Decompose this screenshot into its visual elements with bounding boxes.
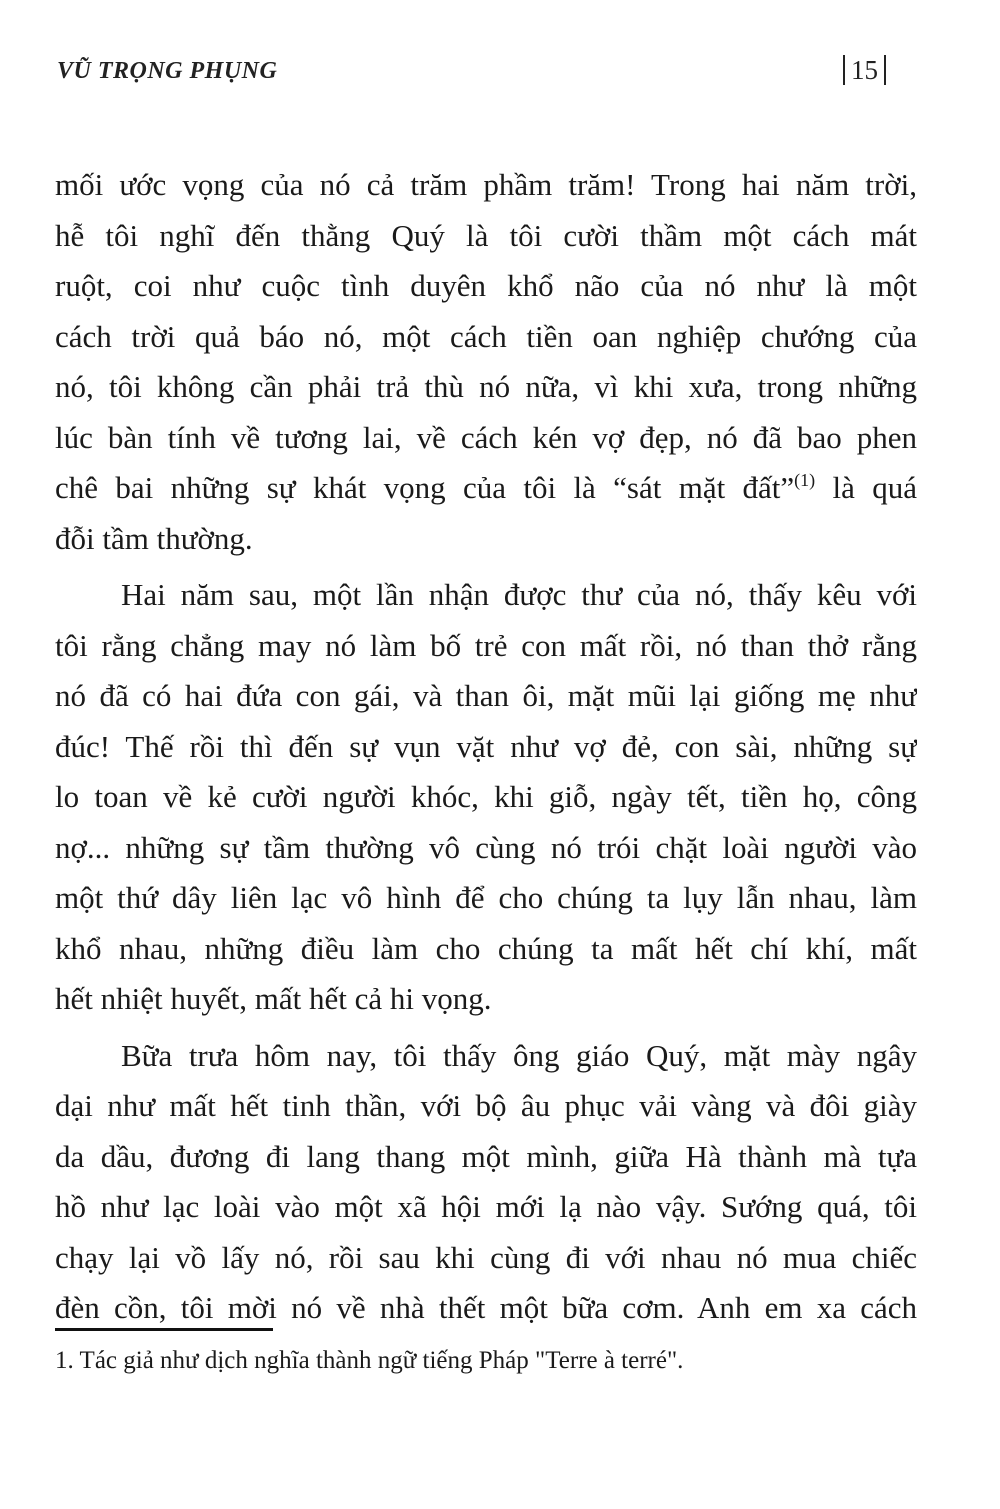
text-line: ruột, coi như cuộc tình duyên khổ não của nó như là một (55, 268, 917, 303)
text-line: đỗi tầm thường. (55, 520, 253, 556)
text-line: nó, tôi không cần phải trả thù nó nữa, vì khi xưa, trong những (55, 369, 917, 404)
text-line: lo toan về kẻ cười người khóc, khi giỗ, ngày tết, tiền họ, công (55, 779, 917, 814)
text-line: mối ước vọng của nó cả trăm phầm trăm! Trong hai năm trời, (55, 167, 917, 202)
footnote-separator (55, 1328, 273, 1331)
running-header-author: VŨ TRỌNG PHỤNG (57, 58, 278, 84)
text-segment: chê bai những sự khát vọng của tôi là “sát mặt đất” (55, 470, 795, 505)
body-text (55, 160, 917, 1334)
text-line: Bữa trưa hôm nay, tôi thấy ông giáo Quý, mặt mày ngây (121, 1037, 917, 1073)
text-line: đèn cồn, tôi mời nó về nhà thết một bữa cơm. Anh em xa cách (55, 1290, 917, 1325)
text-line: nó đã có hai đứa con gái, và than ôi, mặt mũi lại giống mẹ như (55, 678, 917, 713)
text-line: khổ nhau, những điều làm cho chúng ta mất hết chí khí, mất (55, 930, 917, 966)
page-number: 15 (843, 55, 886, 85)
text-segment: là quá (815, 470, 917, 505)
text-line: dại như mất hết tinh thần, với bộ âu phục vải vàng và đôi giày (55, 1088, 917, 1123)
text-line: cách trời quả báo nó, một cách tiền oan nghiệp chướng của (55, 318, 917, 354)
text-line: một thứ dây liên lạc vô hình để cho chúng ta lụy lẫn nhau, làm (55, 880, 917, 915)
text-line: nợ... những sự tầm thường vô cùng nó trói chặt loài người vào (55, 829, 917, 865)
text-line: lúc bàn tính về tương lai, về cách kén vợ đẹp, nó đã bao phen (55, 419, 917, 455)
footnote-1: 1. Tác giả như dịch nghĩa thành ngữ tiếng Pháp "Terre à terré". (55, 1347, 684, 1374)
text-line: hồ như lạc loài vào một xã hội mới lạ nào vậy. Sướng quá, tôi (55, 1189, 917, 1224)
text-line-with-footnote-ref (55, 463, 917, 514)
text-line: đúc! Thế rồi thì đến sự vụn vặt như vợ đẻ, con sài, những sự (55, 728, 917, 764)
text-line: hết nhiệt huyết, mất hết cả hi vọng. (55, 981, 492, 1016)
text-line: chạy lại vồ lấy nó, rồi sau khi cùng đi với nhau nó mua chiếc (55, 1239, 917, 1275)
text-line: tôi rằng chẳng may nó làm bố trẻ con mất rồi, nó than thở rằng (55, 627, 917, 663)
text-line: Hai năm sau, một lần nhận được thư của nó, thấy kêu với (121, 577, 917, 612)
text-line: hễ tôi nghĩ đến thằng Quý là tôi cười thầm một cách mát (55, 217, 917, 253)
paragraph-2 (55, 570, 917, 1025)
paragraph-1 (55, 160, 917, 564)
paragraph-3 (55, 1031, 917, 1334)
footnote-reference[interactable]: (1) (794, 470, 816, 490)
text-line: da dầu, đương đi lang thang một mình, giữa Hà thành mà tựa (55, 1138, 917, 1174)
